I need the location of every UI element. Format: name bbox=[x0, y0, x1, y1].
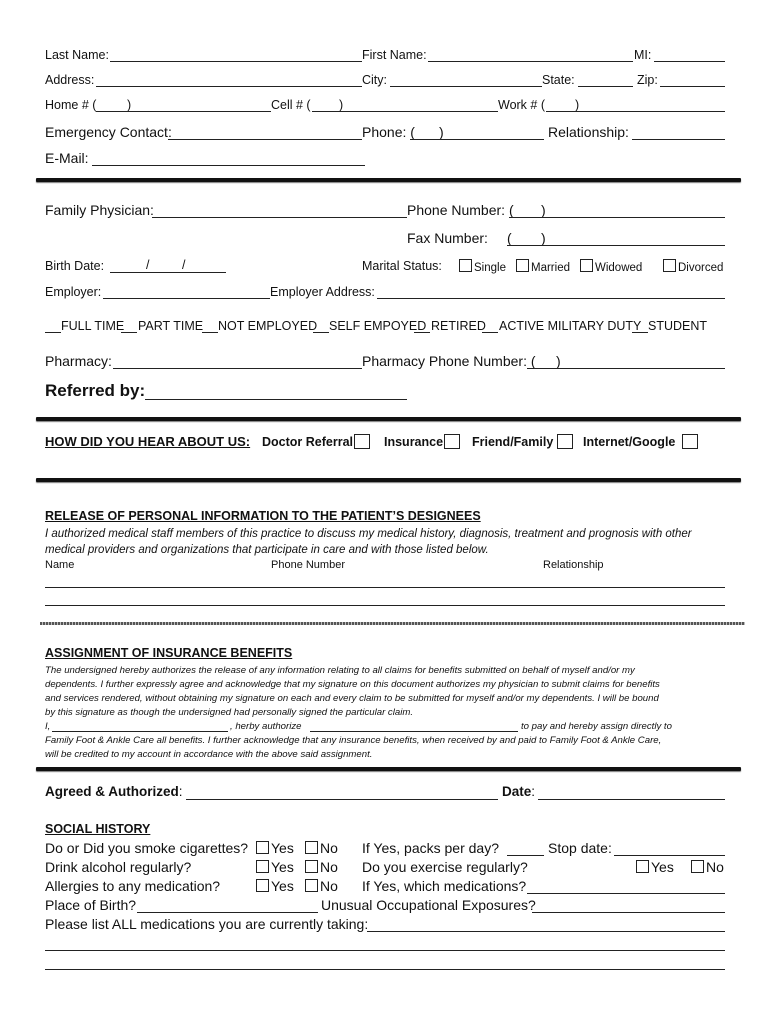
medications-field[interactable] bbox=[367, 931, 725, 932]
checkbox-icon[interactable] bbox=[256, 841, 269, 854]
address-field[interactable] bbox=[96, 86, 362, 87]
pharmacy-field[interactable] bbox=[113, 368, 362, 369]
date-field[interactable] bbox=[538, 799, 725, 800]
email-field[interactable] bbox=[92, 165, 365, 166]
release-text-line: I authorized medical staff members of this practice to discuss my medical history, diagnosis, treatment and prognosis with other bbox=[45, 528, 692, 540]
assignment-text-line: dependents. I further expressly agree and acknowledge that my signature on this document authorizes my physician to submit claims for benefits bbox=[45, 679, 660, 690]
checkbox-icon[interactable] bbox=[305, 879, 318, 892]
medications-label: Please list ALL medications you are currently taking: bbox=[45, 916, 369, 932]
address-label: Address: bbox=[45, 73, 95, 87]
birth-date-label: Birth Date: bbox=[45, 259, 105, 273]
checkbox-icon[interactable] bbox=[636, 860, 649, 873]
checkbox-icon[interactable] bbox=[305, 860, 318, 873]
section-divider bbox=[36, 478, 741, 482]
employment-military: ACTIVE MILITARY DUTY bbox=[499, 319, 642, 333]
hear-friend-family: Friend/Family bbox=[472, 435, 554, 449]
birth-place-label: Place of Birth? bbox=[45, 897, 137, 913]
emergency-phone-label: Phone: ( bbox=[362, 124, 415, 140]
allergies-yes[interactable]: Yes bbox=[256, 879, 294, 893]
agreed-label: Agreed & Authorized: bbox=[45, 784, 183, 799]
release-text-line: medical providers and organizations that participate in care and with those listed below. bbox=[45, 544, 489, 556]
assignment-provider-field[interactable] bbox=[310, 731, 518, 732]
marital-status-label: Marital Status: bbox=[362, 259, 442, 273]
checkbox-icon[interactable] bbox=[580, 259, 593, 272]
referred-by-field[interactable] bbox=[145, 399, 407, 400]
alcohol-question: Drink alcohol regularly? bbox=[45, 859, 192, 875]
section-divider bbox=[36, 178, 741, 182]
physician-phone-label: Phone Number: ( bbox=[407, 202, 514, 218]
smoke-no[interactable]: No bbox=[305, 841, 338, 855]
assignment-text-line: The undersigned hereby authorizes the release of any information relating to all claims for benefits submitted on behalf of myself and/or my bbox=[45, 665, 635, 676]
hear-about-label: HOW DID YOU HEAR ABOUT US: bbox=[45, 434, 251, 449]
assignment-text-line: and services rendered, without obtaining my signature on each and every claim to be submitted for myself and/or my dependents. I will be bound bbox=[45, 693, 659, 704]
allergies-no[interactable]: No bbox=[305, 879, 338, 893]
release-col-relationship: Relationship bbox=[543, 559, 604, 571]
designee-line[interactable] bbox=[45, 587, 725, 588]
checkbox-icon[interactable] bbox=[516, 259, 529, 272]
cell-phone-label: Cell # ( bbox=[271, 98, 311, 112]
birth-date-field[interactable] bbox=[110, 272, 226, 273]
employment-self-employed: SELF EMPOYED bbox=[329, 319, 427, 333]
physician-phone-field[interactable] bbox=[509, 217, 725, 218]
emergency-phone-paren: ) bbox=[439, 124, 444, 140]
cell-phone-paren: ) bbox=[339, 98, 344, 112]
assignment-text-line: by this signature as though the undersigned had personally signed the particular claim. bbox=[45, 707, 413, 718]
mi-label: MI: bbox=[634, 48, 652, 62]
medications-line[interactable] bbox=[45, 969, 725, 970]
work-phone-paren: ) bbox=[575, 98, 580, 112]
last-name-field[interactable] bbox=[110, 61, 362, 62]
fax-number-label: Fax Number: bbox=[407, 230, 488, 246]
first-name-field[interactable] bbox=[428, 61, 633, 62]
hear-insurance-checkbox[interactable] bbox=[444, 434, 460, 449]
agreed-signature-field[interactable] bbox=[186, 799, 498, 800]
social-history-title: SOCIAL HISTORY bbox=[45, 822, 151, 836]
employment-blank[interactable] bbox=[202, 332, 218, 333]
assignment-authorize: , herby authorize bbox=[230, 721, 302, 732]
family-physician-label: Family Physician: bbox=[45, 202, 154, 218]
birth-date-slash: / bbox=[182, 258, 186, 272]
employment-blank[interactable] bbox=[121, 332, 137, 333]
state-label: State: bbox=[542, 73, 575, 87]
pharmacy-label: Pharmacy: bbox=[45, 353, 112, 369]
employment-blank[interactable] bbox=[313, 332, 329, 333]
work-phone-field[interactable] bbox=[546, 111, 725, 112]
emergency-phone-field[interactable] bbox=[410, 139, 544, 140]
smoke-question: Do or Did you smoke cigarettes? bbox=[45, 840, 249, 856]
employment-part-time: PART TIME bbox=[138, 319, 204, 333]
emergency-contact-label: Emergency Contact: bbox=[45, 124, 172, 140]
stop-date-label: Stop date: bbox=[548, 840, 612, 856]
emergency-contact-field[interactable] bbox=[168, 139, 362, 140]
packs-field[interactable] bbox=[507, 855, 544, 856]
relationship-field[interactable] bbox=[632, 139, 725, 140]
marital-widowed[interactable]: Widowed bbox=[580, 259, 642, 275]
hear-doctor-referral-checkbox[interactable] bbox=[354, 434, 370, 449]
zip-label: Zip: bbox=[637, 73, 658, 87]
birth-place-field[interactable] bbox=[137, 912, 318, 913]
referred-by-label: Referred by: bbox=[45, 381, 146, 400]
section-divider bbox=[40, 622, 745, 625]
release-col-phone: Phone Number bbox=[271, 559, 345, 571]
employment-not-employed: NOT EMPLOYED bbox=[218, 319, 318, 333]
release-col-name: Name bbox=[45, 559, 75, 571]
mi-field[interactable] bbox=[654, 61, 725, 62]
smoke-yes[interactable]: Yes bbox=[256, 841, 294, 855]
hear-doctor-referral: Doctor Referral bbox=[262, 435, 353, 449]
work-phone-label: Work # ( bbox=[498, 98, 545, 112]
checkbox-icon[interactable] bbox=[256, 879, 269, 892]
section-divider bbox=[36, 417, 741, 421]
alcohol-no[interactable]: No bbox=[305, 860, 338, 874]
cell-phone-field[interactable] bbox=[312, 111, 498, 112]
employer-label: Employer: bbox=[45, 285, 102, 299]
fax-paren-open: ( bbox=[507, 230, 512, 246]
assignment-title: ASSIGNMENT OF INSURANCE BENEFITS bbox=[45, 646, 293, 660]
employment-blank[interactable] bbox=[632, 332, 648, 333]
fax-number-field[interactable] bbox=[507, 245, 725, 246]
assignment-name-field[interactable] bbox=[52, 731, 228, 732]
employment-blank[interactable] bbox=[414, 332, 430, 333]
physician-phone-paren: ) bbox=[541, 202, 546, 218]
exercise-yes[interactable]: Yes bbox=[636, 860, 674, 874]
stop-date-field[interactable] bbox=[614, 855, 725, 856]
employment-retired: RETIRED bbox=[431, 319, 486, 333]
relationship-label: Relationship: bbox=[548, 124, 629, 140]
home-phone-paren: ) bbox=[127, 98, 132, 112]
fax-paren-close: ) bbox=[541, 230, 546, 246]
marital-divorced[interactable]: Divorced bbox=[663, 259, 723, 275]
checkbox-icon[interactable] bbox=[256, 860, 269, 873]
allergies-question: Allergies to any medication? bbox=[45, 878, 221, 894]
exercise-no[interactable]: No bbox=[691, 860, 724, 874]
family-physician-field[interactable] bbox=[152, 217, 407, 218]
designee-line[interactable] bbox=[45, 605, 725, 606]
hear-internet-google-checkbox[interactable] bbox=[682, 434, 698, 449]
pharmacy-phone-paren: ) bbox=[556, 353, 561, 369]
last-name-label: Last Name: bbox=[45, 48, 109, 62]
city-field[interactable] bbox=[390, 86, 542, 87]
zip-field[interactable] bbox=[660, 86, 725, 87]
checkbox-icon[interactable] bbox=[691, 860, 704, 873]
employment-full-time: FULL TIME bbox=[61, 319, 125, 333]
which-medications-field[interactable] bbox=[527, 893, 725, 894]
employer-address-label: Employer Address: bbox=[270, 285, 375, 299]
hear-insurance: Insurance bbox=[384, 435, 444, 449]
medications-line[interactable] bbox=[45, 950, 725, 951]
occupational-label: Unusual Occupational Exposures? bbox=[321, 897, 536, 913]
home-phone-field[interactable] bbox=[96, 111, 271, 112]
packs-label: If Yes, packs per day? bbox=[362, 840, 499, 856]
city-label: City: bbox=[362, 73, 387, 87]
checkbox-icon[interactable] bbox=[459, 259, 472, 272]
checkbox-icon[interactable] bbox=[305, 841, 318, 854]
exercise-question: Do you exercise regularly? bbox=[362, 859, 528, 875]
state-field[interactable] bbox=[578, 86, 633, 87]
employer-address-field[interactable] bbox=[377, 298, 725, 299]
home-phone-label: Home # ( bbox=[45, 98, 97, 112]
employment-student: STUDENT bbox=[648, 319, 708, 333]
date-label: Date: bbox=[502, 784, 536, 799]
pharmacy-phone-field[interactable] bbox=[527, 368, 725, 369]
employment-blank[interactable] bbox=[482, 332, 498, 333]
pharmacy-phone-label: Pharmacy Phone Number: ( bbox=[362, 353, 536, 369]
marital-single[interactable]: Single bbox=[459, 259, 506, 275]
assignment-assign: to pay and hereby assign directly to bbox=[521, 721, 672, 732]
section-divider bbox=[36, 767, 741, 771]
assignment-text-line: Family Foot & Ankle Care all benefits. I further acknowledge that any insurance benefits, when received by and paid to Family Foot & Ankle Care, bbox=[45, 735, 662, 746]
marital-married[interactable]: Married bbox=[516, 259, 570, 275]
email-label: E-Mail: bbox=[45, 150, 89, 166]
employment-blank[interactable] bbox=[45, 332, 61, 333]
hear-friend-family-checkbox[interactable] bbox=[557, 434, 573, 449]
alcohol-yes[interactable]: Yes bbox=[256, 860, 294, 874]
checkbox-icon[interactable] bbox=[663, 259, 676, 272]
first-name-label: First Name: bbox=[362, 48, 427, 62]
which-medications-label: If Yes, which medications? bbox=[362, 878, 527, 894]
hear-internet-google: Internet/Google bbox=[583, 435, 676, 449]
assignment-i: I, bbox=[45, 721, 51, 732]
birth-date-slash: / bbox=[146, 258, 150, 272]
employer-field[interactable] bbox=[103, 298, 270, 299]
occupational-field[interactable] bbox=[532, 912, 725, 913]
release-title: RELEASE OF PERSONAL INFORMATION TO THE PATIENT’S DESIGNEES bbox=[45, 509, 481, 523]
assignment-text-line: will be credited to my account in accordance with the above said assignment. bbox=[45, 749, 373, 760]
